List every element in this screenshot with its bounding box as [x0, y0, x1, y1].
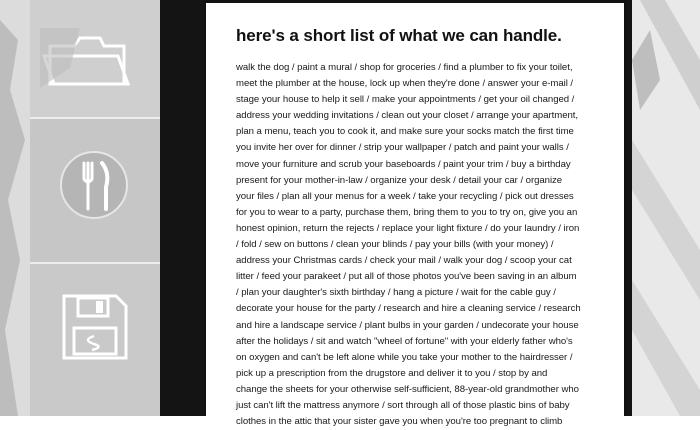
- frame-shadow-right: [626, 0, 632, 416]
- frame-top-border: [206, 0, 624, 3]
- sidebar-panel-dining[interactable]: [30, 119, 160, 264]
- services-list: walk the dog / paint a mural / shop for groceries / find a plumber to fix your toilet, meet the plumber at the house, lock up when they're done / answer your e-mail / stage your house to help it sell / make your appointments / get your oil changed / address your wedding invitations / clean out your closet / arrange your apartment, plan a menu, teach you to cook it, and make sure your socks match the first time you invite her over for dinner / strip your wallpaper / patch and paint your walls / move your furniture and scrub your baseboards / paint your trim / buy a birthday present for your mother-in-law / organize your desk / detail your car / organize your files / plan all your menus for a week / take your recycling / pick out dresses for you to wear to a party, purchase them, bring them to you to try on, give you an honest opinion, return the rejects / replace your light fixture / do your laundry / iron / fold / sew on buttons / clean your blinds / pay your bills (with your money) / address your Christmas cards / check your mail / walk your dog / scoop your cat litter / feed your parakeet / put all of those photos you've been saving in an album / plan your daughter's sixth birthday / hang a picture / wait for the cable guy / decorate your house for the party / research and hire a cleaning service / research and hire a landscape service / plant bulbs in your garden / undecorate your house after the holidays / sit and watch "wheel of fortune" with your elderly father who's on oxygen and can't be left alone while you take your mother to the hairdresser / pick up a prescription from the drugstore and deliver it to you / stop by and change the sheets for your otherwise self-sufficient, 88-year-old grandmother who just can't lift the mattress anymore / sort through all of those plastic bins of baby clothes in the attic that your sister gave you when you're too pregnant to climb: [236, 62, 581, 428]
- sidebar-panel-storage[interactable]: [30, 264, 160, 416]
- floppy-disk-icon: [60, 292, 130, 362]
- content-frame: [204, 0, 626, 428]
- content-area: [236, 26, 581, 430]
- fork-knife-icon: [58, 149, 130, 221]
- page-title: here's a short list of what we can handle.: [236, 26, 562, 45]
- folder-icon: [40, 28, 132, 92]
- sidebar: [30, 0, 162, 416]
- frame-shadow-left: [160, 0, 204, 416]
- sidebar-panel-files[interactable]: [30, 0, 160, 119]
